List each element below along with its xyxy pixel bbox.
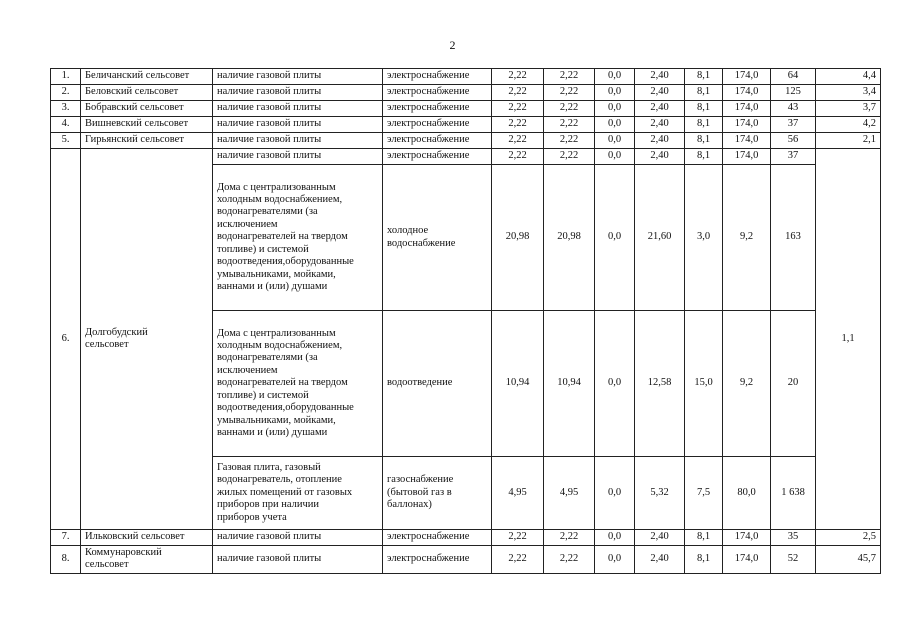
value-cell-v2: 10,94 — [544, 311, 595, 457]
value-cell-v6: 174,0 — [723, 530, 771, 546]
value-cell-v7: 43 — [771, 101, 816, 117]
value-cell-v5: 8,1 — [685, 530, 723, 546]
value-cell-v2: 2,22 — [544, 149, 595, 165]
value-cell-v6: 174,0 — [723, 149, 771, 165]
value-cell-v2: 2,22 — [544, 133, 595, 149]
value-cell-v3: 0,0 — [595, 165, 635, 311]
condition-cell: Дома с централизованным холодным водоснабжением, водонагревателями (за исключением водонагревателей на твердом топливе) и системой водоотведения,оборудованные умывальниками, мойками, ваннами и (или) душами — [213, 165, 383, 311]
value-cell-v8: 3,7 — [816, 101, 881, 117]
value-cell-v8: 1,1 — [816, 149, 881, 530]
table-row — [51, 530, 881, 546]
condition-cell: наличие газовой плиты — [213, 530, 383, 546]
value-cell-v1: 2,22 — [492, 101, 544, 117]
value-cell-v6: 174,0 — [723, 69, 771, 85]
table-row — [51, 133, 881, 149]
settlement-name: Вишневский сельсовет — [81, 117, 213, 133]
value-cell-v3: 0,0 — [595, 69, 635, 85]
value-cell-v5: 3,0 — [685, 165, 723, 311]
value-cell-v3: 0,0 — [595, 149, 635, 165]
value-cell-v6: 174,0 — [723, 546, 771, 574]
value-cell-v8: 45,7 — [816, 546, 881, 574]
page-number: 2 — [449, 38, 456, 52]
value-cell-v4: 2,40 — [635, 530, 685, 546]
value-cell-v4: 21,60 — [635, 165, 685, 311]
value-cell-v3: 0,0 — [595, 85, 635, 101]
row-number: 8. — [51, 546, 81, 574]
value-cell-v2: 20,98 — [544, 165, 595, 311]
row-number: 2. — [51, 85, 81, 101]
value-cell-v5: 8,1 — [685, 149, 723, 165]
value-cell-v5: 8,1 — [685, 85, 723, 101]
value-cell-v3: 0,0 — [595, 101, 635, 117]
row-number: 1. — [51, 69, 81, 85]
settlement-name: Бобравский сельсовет — [81, 101, 213, 117]
service-cell: электроснабжение — [383, 149, 492, 165]
value-cell-v2: 2,22 — [544, 85, 595, 101]
value-cell-v6: 174,0 — [723, 117, 771, 133]
value-cell-v5: 8,1 — [685, 546, 723, 574]
table-row — [51, 546, 881, 574]
condition-cell: Газовая плита, газовый водонагреватель, отопление жилых помещений от газовых приборов при наличии приборов учета — [213, 457, 383, 530]
condition-cell: наличие газовой плиты — [213, 85, 383, 101]
service-cell: газоснабжение (бытовой газ в баллонах) — [383, 457, 492, 530]
tariff-table — [50, 68, 881, 574]
value-cell-v8: 2,5 — [816, 530, 881, 546]
value-cell-v7: 1 638 — [771, 457, 816, 530]
value-cell-v1: 2,22 — [492, 546, 544, 574]
value-cell-v6: 174,0 — [723, 101, 771, 117]
condition-cell: наличие газовой плиты — [213, 101, 383, 117]
condition-cell: наличие газовой плиты — [213, 546, 383, 574]
service-cell: электроснабжение — [383, 530, 492, 546]
value-cell-v4: 2,40 — [635, 117, 685, 133]
value-cell-v7: 20 — [771, 311, 816, 457]
row-number: 7. — [51, 530, 81, 546]
service-cell: электроснабжение — [383, 69, 492, 85]
value-cell-v4: 12,58 — [635, 311, 685, 457]
value-cell-v5: 8,1 — [685, 101, 723, 117]
value-cell-v7: 37 — [771, 149, 816, 165]
value-cell-v5: 8,1 — [685, 117, 723, 133]
value-cell-v7: 35 — [771, 530, 816, 546]
value-cell-v8: 3,4 — [816, 85, 881, 101]
value-cell-v3: 0,0 — [595, 117, 635, 133]
table-row — [51, 149, 881, 165]
row-number: 4. — [51, 117, 81, 133]
value-cell-v4: 2,40 — [635, 133, 685, 149]
settlement-name: Долгобудский сельсовет — [81, 149, 213, 530]
value-cell-v1: 20,98 — [492, 165, 544, 311]
table-row — [51, 69, 881, 85]
value-cell-v2: 2,22 — [544, 117, 595, 133]
value-cell-v5: 15,0 — [685, 311, 723, 457]
condition-cell: наличие газовой плиты — [213, 133, 383, 149]
value-cell-v8: 4,2 — [816, 117, 881, 133]
settlement-name: Коммунаровский сельсовет — [81, 546, 213, 574]
service-cell: электроснабжение — [383, 117, 492, 133]
value-cell-v1: 10,94 — [492, 311, 544, 457]
table-body — [51, 69, 881, 574]
value-cell-v2: 2,22 — [544, 546, 595, 574]
value-cell-v5: 8,1 — [685, 133, 723, 149]
settlement-name: Беловский сельсовет — [81, 85, 213, 101]
service-cell: электроснабжение — [383, 85, 492, 101]
condition-cell: Дома с централизованным холодным водоснабжением, водонагревателями (за исключением водонагревателей на твердом топливе) и системой водоотведения,оборудованные умывальниками, мойками, ваннами и (или) душами — [213, 311, 383, 457]
row-number: 5. — [51, 133, 81, 149]
value-cell-v6: 174,0 — [723, 133, 771, 149]
value-cell-v7: 64 — [771, 69, 816, 85]
value-cell-v8: 4,4 — [816, 69, 881, 85]
service-cell: электроснабжение — [383, 546, 492, 574]
value-cell-v1: 2,22 — [492, 69, 544, 85]
value-cell-v2: 4,95 — [544, 457, 595, 530]
settlement-name: Ильковский сельсовет — [81, 530, 213, 546]
value-cell-v1: 4,95 — [492, 457, 544, 530]
value-cell-v7: 163 — [771, 165, 816, 311]
table-row — [51, 101, 881, 117]
value-cell-v3: 0,0 — [595, 530, 635, 546]
value-cell-v3: 0,0 — [595, 133, 635, 149]
value-cell-v7: 52 — [771, 546, 816, 574]
value-cell-v6: 80,0 — [723, 457, 771, 530]
value-cell-v4: 2,40 — [635, 546, 685, 574]
value-cell-v4: 5,32 — [635, 457, 685, 530]
value-cell-v2: 2,22 — [544, 101, 595, 117]
value-cell-v4: 2,40 — [635, 149, 685, 165]
service-cell: электроснабжение — [383, 101, 492, 117]
value-cell-v2: 2,22 — [544, 69, 595, 85]
value-cell-v6: 9,2 — [723, 165, 771, 311]
service-cell: холодное водоснабжение — [383, 165, 492, 311]
value-cell-v7: 37 — [771, 117, 816, 133]
value-cell-v7: 125 — [771, 85, 816, 101]
value-cell-v3: 0,0 — [595, 311, 635, 457]
condition-cell: наличие газовой плиты — [213, 117, 383, 133]
value-cell-v5: 7,5 — [685, 457, 723, 530]
value-cell-v1: 2,22 — [492, 149, 544, 165]
value-cell-v7: 56 — [771, 133, 816, 149]
value-cell-v6: 174,0 — [723, 85, 771, 101]
value-cell-v1: 2,22 — [492, 133, 544, 149]
settlement-name: Гирьянский сельсовет — [81, 133, 213, 149]
table-row — [51, 117, 881, 133]
row-number: 6. — [51, 149, 81, 530]
value-cell-v5: 8,1 — [685, 69, 723, 85]
service-cell: электроснабжение — [383, 133, 492, 149]
value-cell-v2: 2,22 — [544, 530, 595, 546]
condition-cell: наличие газовой плиты — [213, 69, 383, 85]
value-cell-v6: 9,2 — [723, 311, 771, 457]
settlement-name: Беличанский сельсовет — [81, 69, 213, 85]
condition-cell: наличие газовой плиты — [213, 149, 383, 165]
value-cell-v1: 2,22 — [492, 117, 544, 133]
table-row — [51, 85, 881, 101]
value-cell-v3: 0,0 — [595, 457, 635, 530]
value-cell-v4: 2,40 — [635, 85, 685, 101]
value-cell-v3: 0,0 — [595, 546, 635, 574]
value-cell-v1: 2,22 — [492, 530, 544, 546]
value-cell-v4: 2,40 — [635, 69, 685, 85]
value-cell-v8: 2,1 — [816, 133, 881, 149]
value-cell-v1: 2,22 — [492, 85, 544, 101]
service-cell: водоотведение — [383, 311, 492, 457]
value-cell-v4: 2,40 — [635, 101, 685, 117]
row-number: 3. — [51, 101, 81, 117]
